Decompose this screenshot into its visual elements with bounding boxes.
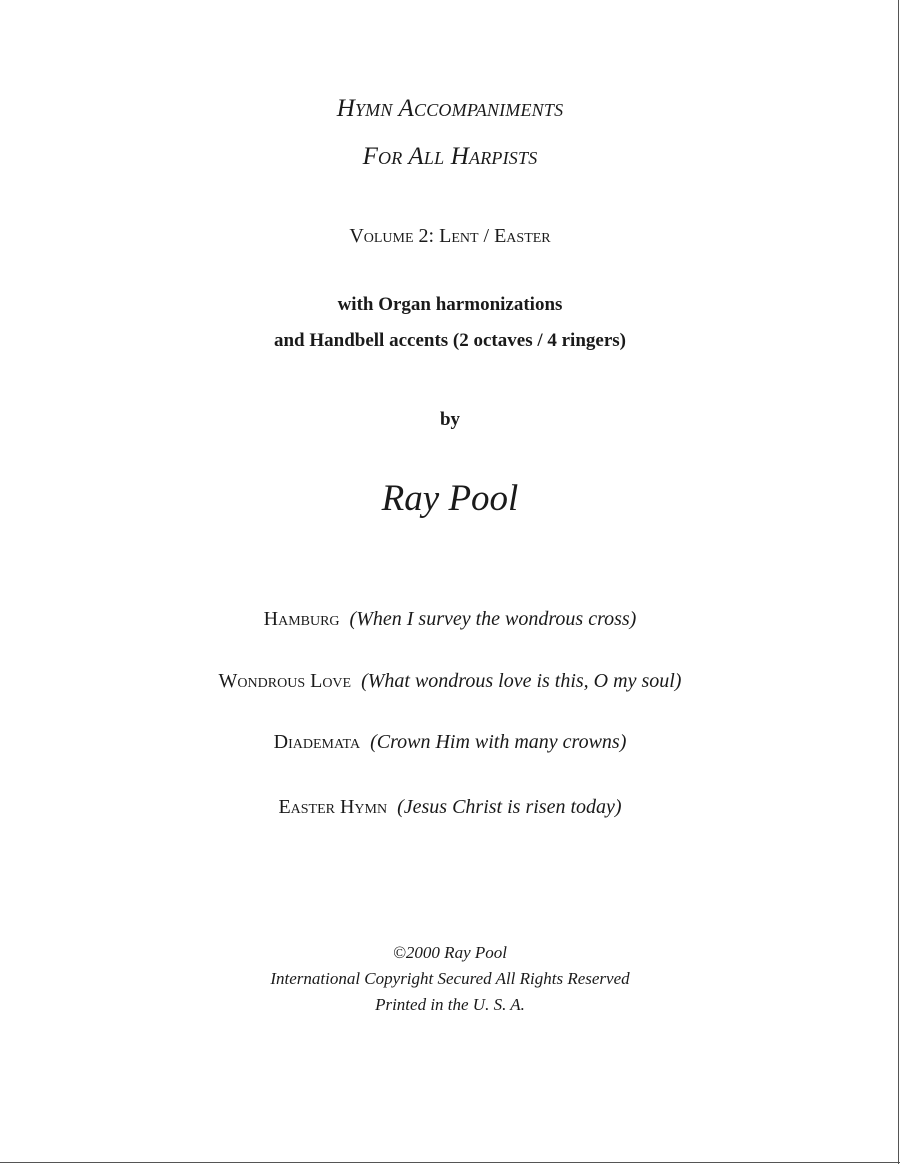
hymn-tune-name: Easter Hymn <box>278 796 388 818</box>
author-name: Ray Pool <box>381 478 519 519</box>
printed-notice: Printed in the U. S. A. <box>375 995 525 1014</box>
title-line-1: Hymn Accompaniments <box>336 95 564 122</box>
hymn-tune-name: Wondrous Love <box>218 670 352 692</box>
hymn-text-line: (Crown Him with many crowns) <box>370 731 627 753</box>
subtitle-line-2: and Handbell accents (2 octaves / 4 ringers) <box>273 330 626 351</box>
hymn-item <box>0 729 900 754</box>
volume-label: Volume 2: Lent / Easter <box>349 225 551 247</box>
by-label: by <box>439 409 461 430</box>
copyright-notice: ©2000 Ray Pool <box>393 943 507 962</box>
hymn-text-line: (When I survey the wondrous cross) <box>349 608 637 630</box>
hymn-item <box>0 794 900 819</box>
hymn-tune-name: Diademata <box>273 731 361 753</box>
page-right-border <box>898 0 899 1164</box>
rights-notice: International Copyright Secured All Rights Reserved <box>270 969 630 988</box>
subtitle-line-1: with Organ harmonizations <box>337 294 563 315</box>
hymn-item <box>0 668 900 693</box>
title-line-2: For All Harpists <box>362 143 538 170</box>
page-bottom-border <box>0 1162 900 1163</box>
hymn-text-line: (What wondrous love is this, O my soul) <box>361 670 682 692</box>
hymn-text-line: (Jesus Christ is risen today) <box>397 796 622 818</box>
hymn-tune-name: Hamburg <box>263 608 340 630</box>
hymn-item <box>0 606 900 631</box>
